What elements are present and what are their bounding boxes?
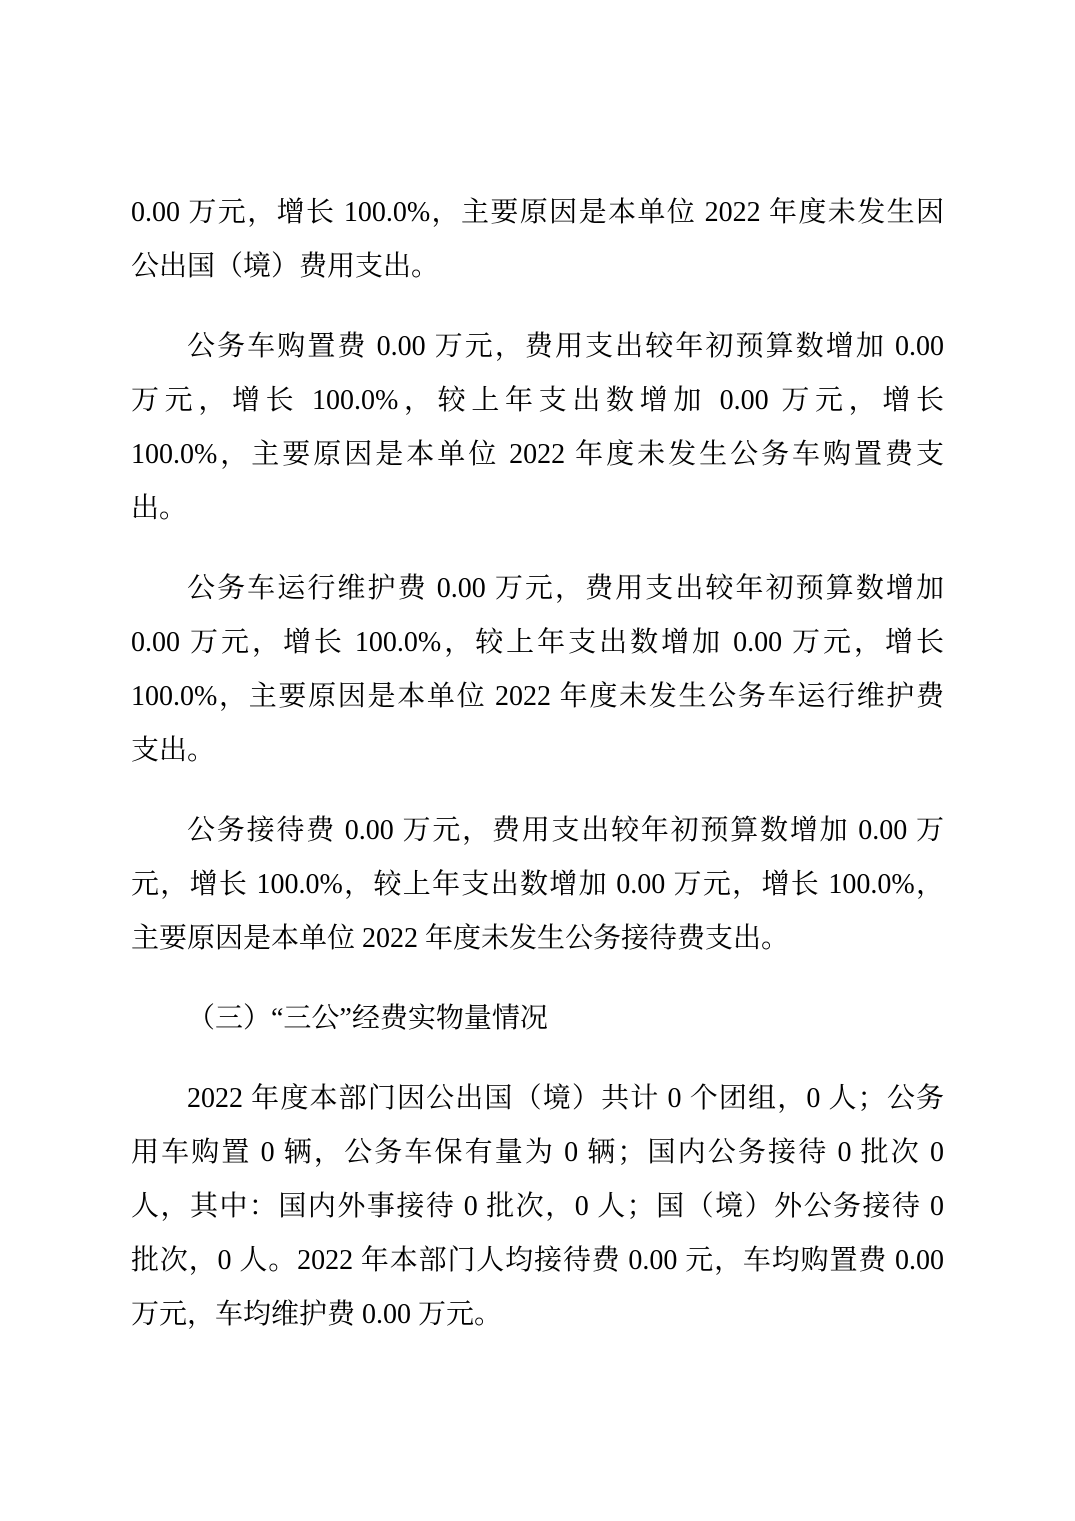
paragraph-reception-expense: [131, 804, 944, 966]
document-body: [131, 186, 944, 1368]
paragraph-line: 公出国（境）费用支出。: [131, 251, 440, 282]
paragraph-line: 2022 年度本部门因公出国（境）共计 0 个团组，0 人；公务: [187, 1083, 944, 1114]
paragraph-line: 用车购置 0 辆，公务车保有量为 0 辆；国内公务接待 0 批次 0: [131, 1137, 944, 1168]
paragraph-line: 公务车运行维护费 0.00 万元，费用支出较年初预算数增加: [187, 573, 944, 604]
paragraph-line: 元，增长 100.0%，较上年支出数增加 0.00 万元，增长 100.0%，: [131, 869, 944, 900]
paragraph-line: 公务接待费 0.00 万元，费用支出较年初预算数增加 0.00 万: [187, 815, 944, 846]
paragraph-line: 公务车购置费 0.00 万元，费用支出较年初预算数增加 0.00: [187, 331, 944, 362]
paragraph-line: 万元，增长 100.0%，较上年支出数增加 0.00 万元，增长: [131, 385, 944, 416]
paragraph-vehicle-purchase: [131, 320, 944, 536]
paragraph-line: 批次，0 人。2022 年本部门人均接待费 0.00 元，车均购置费 0.00: [131, 1245, 944, 1276]
paragraph-line: 100.0%，主要原因是本单位 2022 年度未发生公务车运行维护费: [131, 681, 944, 712]
paragraph-vehicle-maintenance: [131, 562, 944, 778]
paragraph-line: 出。: [131, 493, 188, 524]
paragraph-line: 人，其中：国内外事接待 0 批次，0 人；国（境）外公务接待 0: [131, 1191, 944, 1222]
paragraph-line: 主要原因是本单位 2022 年度未发生公务接待费支出。: [131, 923, 790, 954]
paragraph-line: 100.0%，主要原因是本单位 2022 年度未发生公务车购置费支: [131, 439, 944, 470]
paragraph-line: 0.00 万元，增长 100.0%，主要原因是本单位 2022 年度未发生因: [131, 197, 944, 228]
paragraph-line: 0.00 万元，增长 100.0%，较上年支出数增加 0.00 万元，增长: [131, 627, 944, 658]
section-heading: （三）“三公”经费实物量情况: [187, 1003, 548, 1034]
paragraph-line: 万元，车均维护费 0.00 万元。: [131, 1299, 503, 1330]
paragraph-outbound-travel-continued: [131, 186, 944, 294]
paragraph-line: 支出。: [131, 735, 216, 766]
paragraph-physical-quantities: [131, 1072, 944, 1342]
